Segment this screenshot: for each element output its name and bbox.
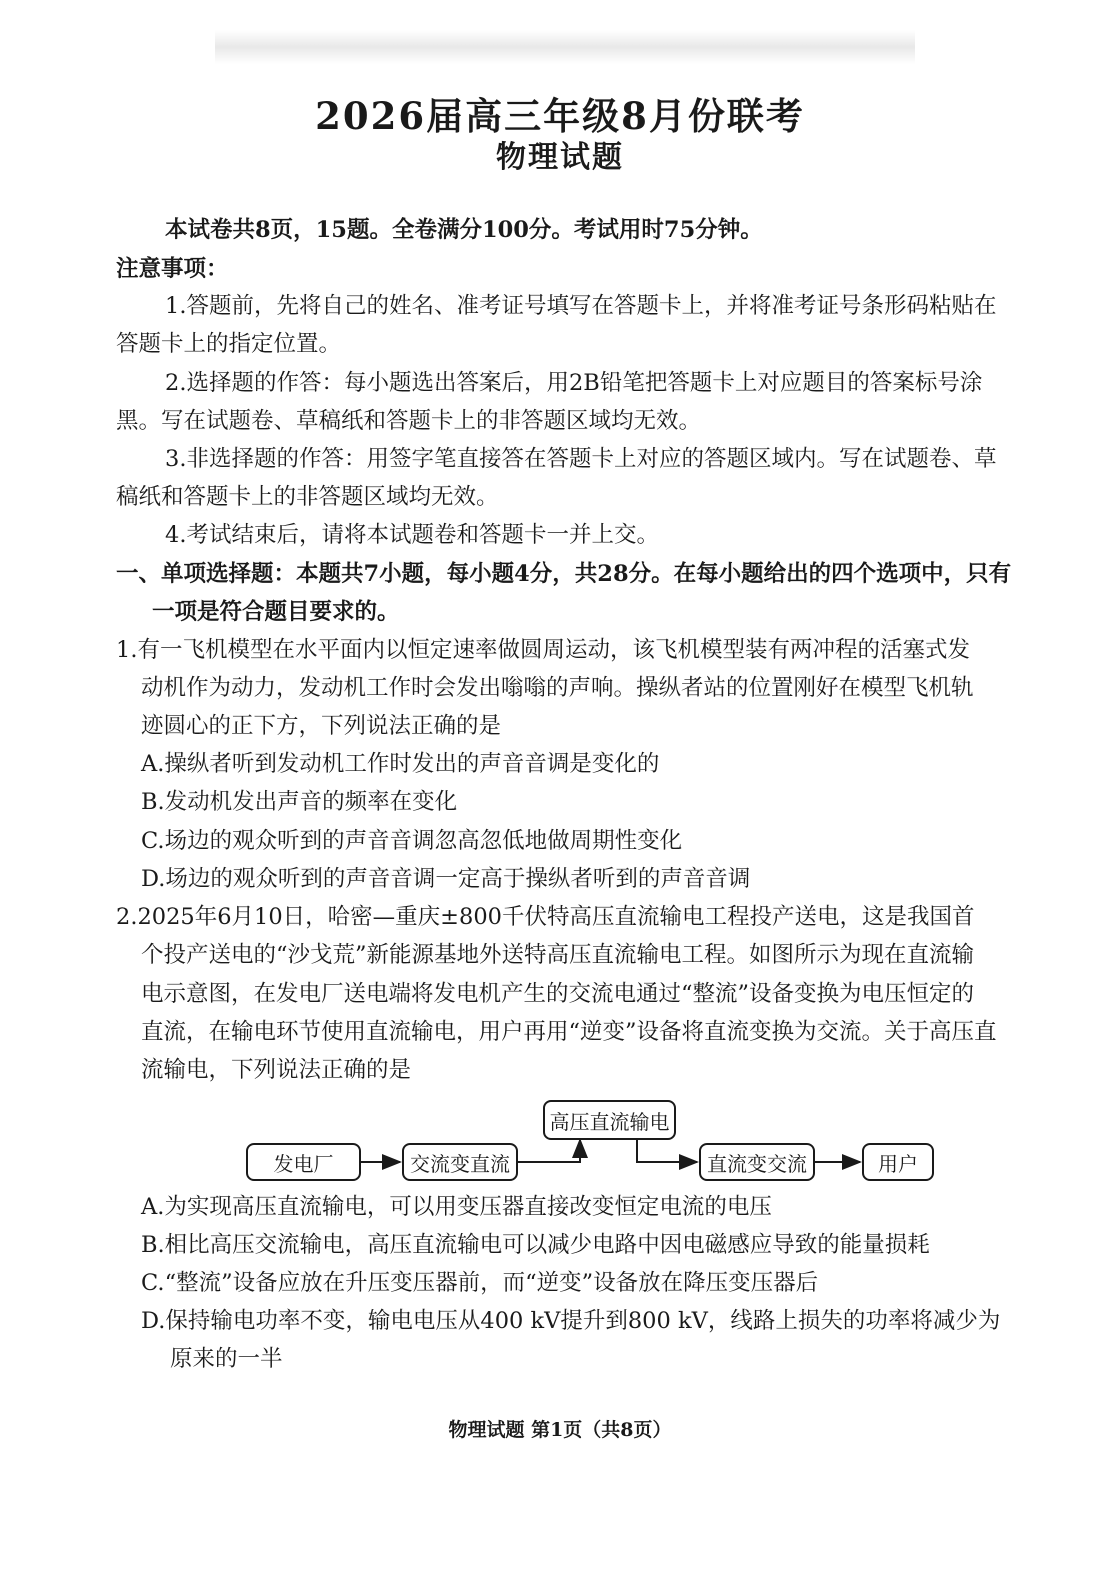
q2-stem-line1: 2.2025年6月10日，哈密—重庆±800千伏特高压直流输电工程投产送电，这是我国首 bbox=[116, 904, 975, 930]
notice-3-line2: 稿纸和答题卡上的非答题区域均无效。 bbox=[116, 484, 499, 510]
q2-option-b: B.相比高压交流输电，高压直流输电可以减少电路中因电磁感应导致的能量损耗 bbox=[141, 1232, 930, 1258]
q1-option-d: D.场边的观众听到的声音音调一定高于操纵者听到的声音音调 bbox=[141, 866, 751, 892]
box-hvdc-transmission: 高压直流输电 bbox=[543, 1100, 676, 1140]
notice-1-line2: 答题卡上的指定位置。 bbox=[116, 331, 342, 357]
notice-1-line1: 1.答题前，先将自己的姓名、准考证号填写在答题卡上，并将准考证号条形码粘贴在 bbox=[165, 293, 997, 319]
exam-summary: 本试卷共8页，15题。全卷满分100分。考试用时75分钟。 bbox=[165, 217, 763, 243]
q2-option-d: D.保持输电功率不变，输电电压从400 kV提升到800 kV，线路上损失的功率将减少为 bbox=[141, 1308, 1001, 1334]
box-inverter: 直流变交流 bbox=[699, 1143, 815, 1181]
section-heading-line2: 一项是符合题目要求的。 bbox=[152, 599, 400, 625]
notice-3-line1: 3.非选择题的作答：用签字笔直接答在答题卡上对应的答题区域内。写在试题卷、草 bbox=[165, 446, 997, 472]
exam-subtitle: 物理试题 bbox=[496, 140, 624, 175]
arrow-transmission-to-inverter bbox=[637, 1140, 697, 1162]
notice-2-line2: 黑。写在试题卷、草稿纸和答题卡上的非答题区域均无效。 bbox=[116, 408, 702, 434]
q2-stem-line4: 直流，在输电环节使用直流输电，用户再用“逆变”设备将直流变换为交流。关于高压直 bbox=[141, 1019, 997, 1045]
q2-option-c: C.“整流”设备应放在升压变压器前，而“逆变”设备放在降压变压器后 bbox=[141, 1270, 819, 1296]
q1-option-c: C.场边的观众听到的声音音调忽高忽低地做周期性变化 bbox=[141, 828, 683, 854]
box-user: 用户 bbox=[862, 1143, 934, 1181]
notice-heading: 注意事项： bbox=[116, 256, 229, 282]
notice-4-line1: 4.考试结束后，请将本试题卷和答题卡一并上交。 bbox=[165, 522, 659, 548]
box-power-plant: 发电厂 bbox=[246, 1143, 361, 1181]
q2-option-a: A.为实现高压直流输电，可以用变压器直接改变恒定电流的电压 bbox=[141, 1194, 772, 1220]
page-footer: 物理试题 第1页（共8页） bbox=[448, 1419, 672, 1441]
q1-stem-line1: 1.有一飞机模型在水平面内以恒定速率做圆周运动，该飞机模型装有两冲程的活塞式发 bbox=[116, 637, 970, 663]
q2-stem-line3: 电示意图，在发电厂送电端将发电机产生的交流电通过“整流”设备变换为电压恒定的 bbox=[141, 981, 975, 1007]
notice-2-line1: 2.选择题的作答：每小题选出答案后，用2B铅笔把答题卡上对应题目的答案标号涂 bbox=[165, 370, 983, 396]
q2-stem-line2: 个投产送电的“沙戈荒”新能源基地外送特高压直流输电工程。如图所示为现在直流输 bbox=[141, 942, 975, 968]
q1-option-a: A.操纵者听到发动机工作时发出的声音音调是变化的 bbox=[141, 751, 660, 777]
section-heading-line1: 一、单项选择题：本题共7小题，每小题4分，共28分。在每小题给出的四个选项中，只有 bbox=[116, 561, 1012, 587]
arrow-rectifier-to-transmission bbox=[518, 1140, 580, 1162]
q1-option-b: B.发动机发出声音的频率在变化 bbox=[141, 789, 458, 815]
q2-stem-line5: 流输电，下列说法正确的是 bbox=[141, 1057, 412, 1083]
q2-option-d-line2: 原来的一半 bbox=[170, 1346, 283, 1372]
box-rectifier: 交流变直流 bbox=[402, 1143, 518, 1181]
q1-stem-line2: 动机作为动力，发动机工作时会发出嗡嗡的声响。操纵者站的位置刚好在模型飞机轨 bbox=[141, 675, 974, 701]
exam-title: 2026届高三年级8月份联考 bbox=[315, 94, 805, 138]
q1-stem-line3: 迹圆心的正下方，下列说法正确的是 bbox=[141, 713, 502, 739]
